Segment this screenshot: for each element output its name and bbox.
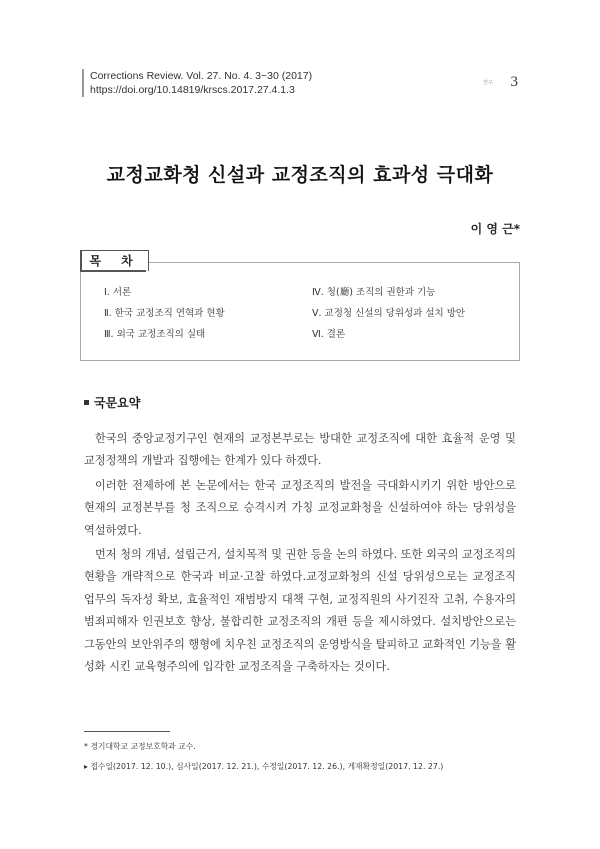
toc-item: Ⅵ. 결론 (312, 329, 346, 340)
abstract-heading (84, 394, 140, 411)
toc-left-column (104, 286, 225, 349)
toc-label: 목 차 (80, 250, 149, 271)
footnote-affiliation: * 경기대학교 교정보호학과 교수. (84, 742, 196, 751)
journal-citation: Corrections Review. Vol. 27. No. 4. 3~30 (2017) (90, 70, 313, 82)
page-number: 3 (510, 74, 518, 90)
section-mark: 연구 (483, 80, 493, 87)
footnote-dates: ▸ 접수일(2017. 12. 10.), 심사일(2017. 12. 21.), 수정일(2017. 12. 26.), 게재확정일(2017. 12. 27.) (84, 762, 444, 771)
toc-label-underline (80, 270, 146, 272)
toc-item: Ⅳ. 청(廳) 조직의 권한과 기능 (312, 287, 436, 298)
toc-item: Ⅲ. 외국 교정조직의 실태 (104, 329, 206, 340)
abstract-body (84, 428, 516, 680)
journal-info (82, 69, 312, 97)
abstract-heading-text: 국문요약 (94, 396, 141, 410)
page-number-area (483, 74, 518, 91)
footnote-divider (84, 731, 170, 732)
doi-link[interactable]: https://doi.org/10.14819/krscs.2017.27.4.1.3 (90, 84, 295, 96)
article-title: 교정교화청 신설과 교정조직의 효과성 극대화 (106, 164, 494, 186)
toc-item: Ⅰ. 서론 (104, 287, 132, 298)
toc-item: Ⅴ. 교정청 신설의 당위성과 설치 방안 (312, 308, 466, 319)
toc-right-column (312, 286, 465, 349)
abstract-paragraph: 한국의 중앙교정기구인 현재의 교정본부로는 방대한 교정조직에 대한 효율적 운영 및 교정정책의 개발과 집행에는 한계가 있다 하겠다. (84, 432, 516, 468)
abstract-paragraph: 먼저 청의 개념, 설립근거, 설치목적 및 권한 등을 논의 하였다. 또한 외국의 교정조직의 현황을 개략적으로 한국과 비교·고찰 하였다.교정교화청의 신설 당위성으로는 교정조직 업무의 독자성 확보, 효율적인 재범방지 대책 구현, 교정직원의 사기진작 고취, 수용자의 범죄피해자 인권보호 향상, 불합리한 교정조직의 개편 등을 제시하였다. 설치방안으로는 그동안의 보안위주의 행형에 치우친 교정조직의 운영방식을 탈피하고 교화적인 기능을 활성화 시킨 교육형주의에 입각한 교정조직을 구축하자는 것이다. (84, 548, 516, 674)
footnotes (84, 741, 443, 781)
toc-item: Ⅱ. 한국 교정조직 연혁과 현황 (104, 308, 225, 319)
author-name: 이 영 근* (470, 222, 520, 236)
abstract-paragraph: 이러한 전제하에 본 논문에서는 한국 교정조직의 발전을 극대화시키기 위한 방안으로 현재의 교정본부를 청 조직으로 승격시켜 가칭 교정교화청을 신설하여야 하는 당위성을 역설하였다. (84, 478, 516, 537)
bullet-square-icon (84, 400, 89, 405)
